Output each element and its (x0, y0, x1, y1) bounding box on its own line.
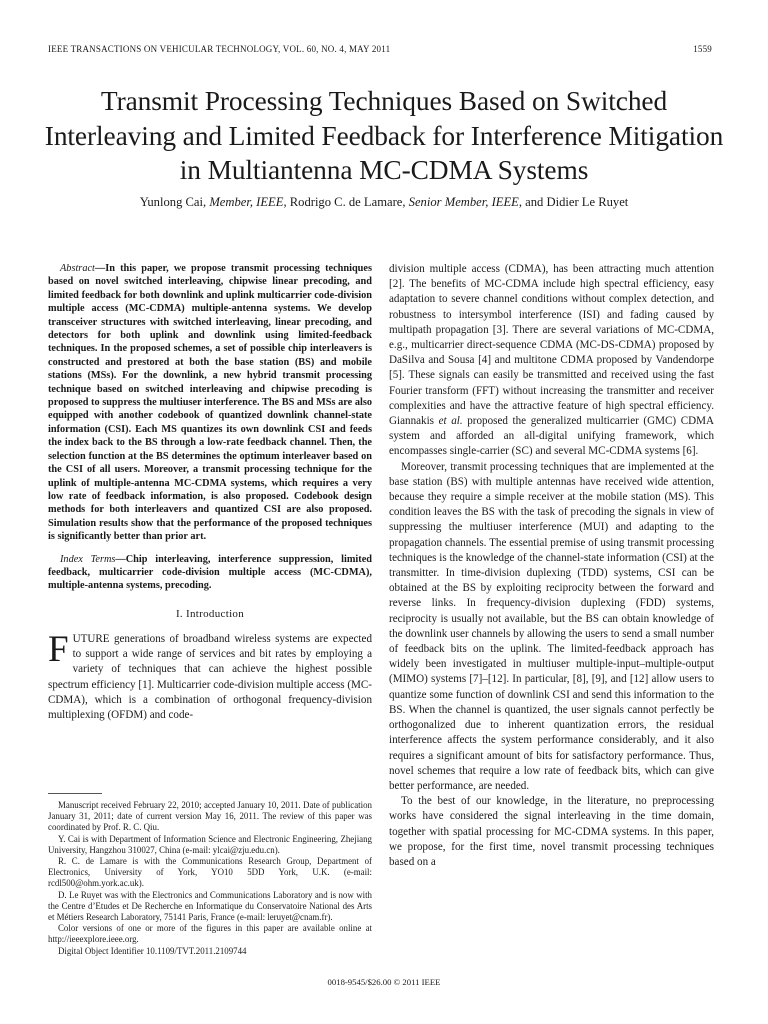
footnote-author-1: Y. Cai is with Department of Information Science and Electronic Engineering, Zhejiang University, Hangzhou 310027, China (e-mail: ylcai@zju.edu.cn). (48, 833, 372, 855)
footnote-author-3: D. Le Ruyet was with the Electronics and Communications Laboratory and is now with the Centre d’Etudes et De Recherche en Informatique du Conservatoire National des Arts et Métiers Research Laboratory, 75141 Paris, France (e-mail: leruyet@cnam.fr). (48, 889, 372, 923)
intro-paragraph-3: To the best of our knowledge, in the literature, no preprocessing works have considered the signal interleaving in the time domain, together with spatial processing for MC-CDMA systems. In this paper, we propose, for the first time, novel transmit processing techniques based on a (389, 795, 714, 868)
footnote-doi: Digital Object Identifier 10.1109/TVT.2011.2109744 (58, 945, 247, 956)
index-terms (48, 553, 372, 593)
intro-et-al: et al. (438, 415, 463, 428)
page-number: 1559 (693, 44, 712, 54)
author-1-role: Member, IEEE (209, 195, 284, 209)
running-header (48, 44, 712, 54)
index-terms-text: —Chip interleaving, interference suppression, limited feedback, multicarrier code-division multiple access (MC-CDMA), multiple-antenna systems, precoding. (48, 553, 372, 592)
intro-paragraph-1-cont (389, 262, 714, 460)
author-3: , and Didier Le Ruyet (518, 195, 629, 209)
drop-cap: F (48, 628, 69, 670)
journal-name: IEEE TRANSACTIONS ON VEHICULAR TECHNOLOGY, VOL. 60, NO. 4, MAY 2011 (48, 44, 391, 54)
footnote-manuscript: Manuscript received February 22, 2010; accepted January 10, 2011. Date of publication January 31, 2011; date of current version May 16, 2011. The review of this paper was coordinated by Prof. R. C. Qiu. (48, 800, 372, 833)
abstract (48, 262, 372, 544)
index-terms-label: Index Terms (60, 553, 116, 565)
left-column (48, 262, 372, 723)
intro-text-cont: division multiple access (CDMA), has been attracting much attention [2]. The benefits of MC-CDMA include high spectral efficiency, easy adaptation to severe channel conditions without complex detection, and robustness to intersymbol interference (ISI) and fading caused by multipath propagation [3]. There are several variations of MC-CDMA, e.g., multicarrier direct-sequence CDMA (MC-DS-CDMA) proposed by DaSilva and Sousa [4] and multitone CDMA proposed by Vandendorpe [5]. These signals can easily be transmitted and received using the fast Fourier transform (FFT) without increasing the transmitter and receiver complexities and have the attractive feature of high spectral efficiency. Giannakis (389, 263, 714, 428)
footnote-color: Color versions of one or more of the figures in this paper are available online at http://ieeexplore.ieee.org. (48, 923, 372, 945)
paper-title: Transmit Processing Techniques Based on Switched Interleaving and Limited Feedback for Interference Mitigation in Multiantenna MC-CDMA Systems (44, 86, 724, 185)
abstract-label: Abstract (60, 263, 95, 274)
section-heading (48, 607, 372, 622)
intro-text-cont-2: proposed the generalized multicarrier (GMC) CDMA system and afforded an all-digital unifying framework, which encompasses single-carrier (SC) and several MC-CDMA systems [6]. (389, 415, 714, 458)
right-column (389, 262, 714, 870)
footnotes (48, 800, 372, 957)
author-line (40, 194, 728, 210)
author-2: , Rodrigo C. de Lamare, (283, 195, 406, 209)
section-number: I. (175, 607, 183, 620)
intro-text: UTURE generations of broadband wireless systems are expected to support a wide range of services and bit rates by employing a variety of techniques that can achieve the highest possible spectrum efficiency [1]. Multicarrier code-division multiple access (MC-CDMA), which is a combination of orthogonal frequency-division multiplexing (OFDM) and code- (48, 632, 372, 721)
section-title: Introduction (186, 607, 245, 620)
intro-paragraph-1 (48, 628, 372, 723)
abstract-text: —In this paper, we propose transmit processing techniques based on novel switched interleaving, chipwise linear precoding, and limited feedback for both downlink and uplink multicarrier code-division multiple access (MC-CDMA) multiple-antenna systems. We develop transceiver structures with switched interleaving, linear precoding, and detectors for both uplink and downlink using limited-feedback techniques. In the proposed schemes, a set of possible chip interleavers is constructed and prestored at both the base station (BS) and mobile stations (MSs). For the downlink, a new hybrid transmit processing technique based on switched interleaving and chipwise precoding is proposed to suppress the multiuser interference. The BS and MSs are also equipped with another codebook of quantized downlink channel-state information (CSI). Each MS quantizes its own downlink CSI and feeds the index back to the BS through a low-rate feedback channel. Then, the selection function at the BS determines the optimum interleaver based on the CSI of all users. Moreover, a transmit processing technique for the uplink of multiple-antenna MC-CDMA systems, which requires a very low rate of feedback information, is also proposed. Codebook design methods for both interleavers and quantized CSI are also proposed. Simulation results show that the performance of the proposed techniques is significantly better than prior art. (48, 263, 372, 543)
author-2-role: Senior Member, IEEE (408, 195, 519, 209)
copyright-footer: 0018-9545/$26.00 © 2011 IEEE (327, 977, 441, 987)
footnote-author-2: R. C. de Lamare is with the Communications Research Group, Department of Electronics, University of York, YO10 5DD York, U.K. (e-mail: rcdl500@ohm.york.ac.uk). (48, 856, 372, 889)
author-1: Yunlong Cai, (139, 195, 207, 209)
intro-paragraph-2: Moreover, transmit processing techniques that are implemented at the base station (BS) with multiple antennas have received wide attention, because they require a simple receiver at the mobile station (MS). This condition leaves the BS with the task of precoding the signals in view of suppressing the multiuser interference (MUI) and adapting to the propagation channels. The essential premise of using transmit processing techniques is the knowledge of the channel-state information (CSI) at the transmitter. In time-division duplexing (TDD) systems, CSI can be obtained at the BS by exploiting reciprocity between the forward and reverse links. In frequency-division duplexing (FDD) systems, reciprocity is usually not available, but the BS can obtain knowledge of the downlink user channels by allowing the users to send a small number of feedback bits on the uplink. The limited-feedback approach has widely been investigated in multiuser multiple-input–multiple-output (MIMO) systems [7]–[12]. In particular, [8], [9], and [12] allow users to quantize some function of downlink CSI and send this information to the BS. When the channel is quantized, the user signals cannot perfectly be orthogonalized due to inherent quantization errors, the residual interference affects the system performance considerably, and it also requires a significant amount of bits for satisfactory performance. Thus, novel schemes that require a low rate of feedback bits, which can give better performance, are needed. (389, 460, 714, 792)
footnote-rule (48, 793, 102, 794)
